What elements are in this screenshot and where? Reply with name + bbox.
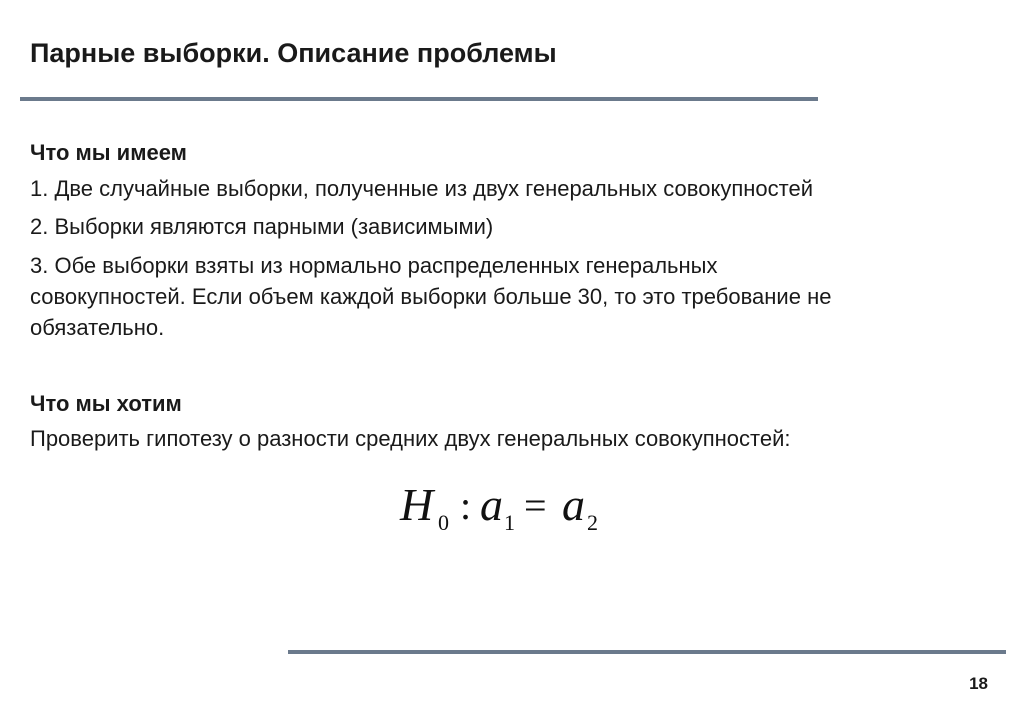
formula-a2: a: [562, 479, 585, 530]
formula-h-subscript: 0: [438, 510, 449, 535]
formula-colon: :: [460, 483, 472, 528]
title-divider: [20, 97, 818, 101]
formula-a1: a: [480, 479, 503, 530]
list-item-3-line-1: 3. Обе выборки взяты из нормально распределенных генеральных: [30, 253, 718, 278]
page-number: 18: [969, 674, 988, 693]
list-item-3-line-3: обязательно.: [30, 315, 165, 340]
hypothesis-formula: [398, 472, 618, 542]
footer-divider: [288, 650, 1006, 654]
formula-equals: =: [524, 483, 547, 528]
section-heading-want: Что мы хотим: [30, 391, 182, 416]
list-item-3-line-2: совокупностей. Если объем каждой выборки больше 30, то это требование не: [30, 284, 832, 309]
slide-title: Парные выборки. Описание проблемы: [30, 38, 557, 68]
formula-a1-subscript: 1: [504, 510, 515, 535]
formula-a2-subscript: 2: [587, 510, 598, 535]
list-item-1: 1. Две случайные выборки, полученные из двух генеральных совокупностей: [30, 176, 813, 201]
hypothesis-text: Проверить гипотезу о разности средних двух генеральных совокупностей:: [30, 426, 791, 451]
section-heading-have: Что мы имеем: [30, 140, 187, 165]
list-item-2: 2. Выборки являются парными (зависимыми): [30, 214, 494, 239]
formula-h: H: [400, 479, 434, 530]
